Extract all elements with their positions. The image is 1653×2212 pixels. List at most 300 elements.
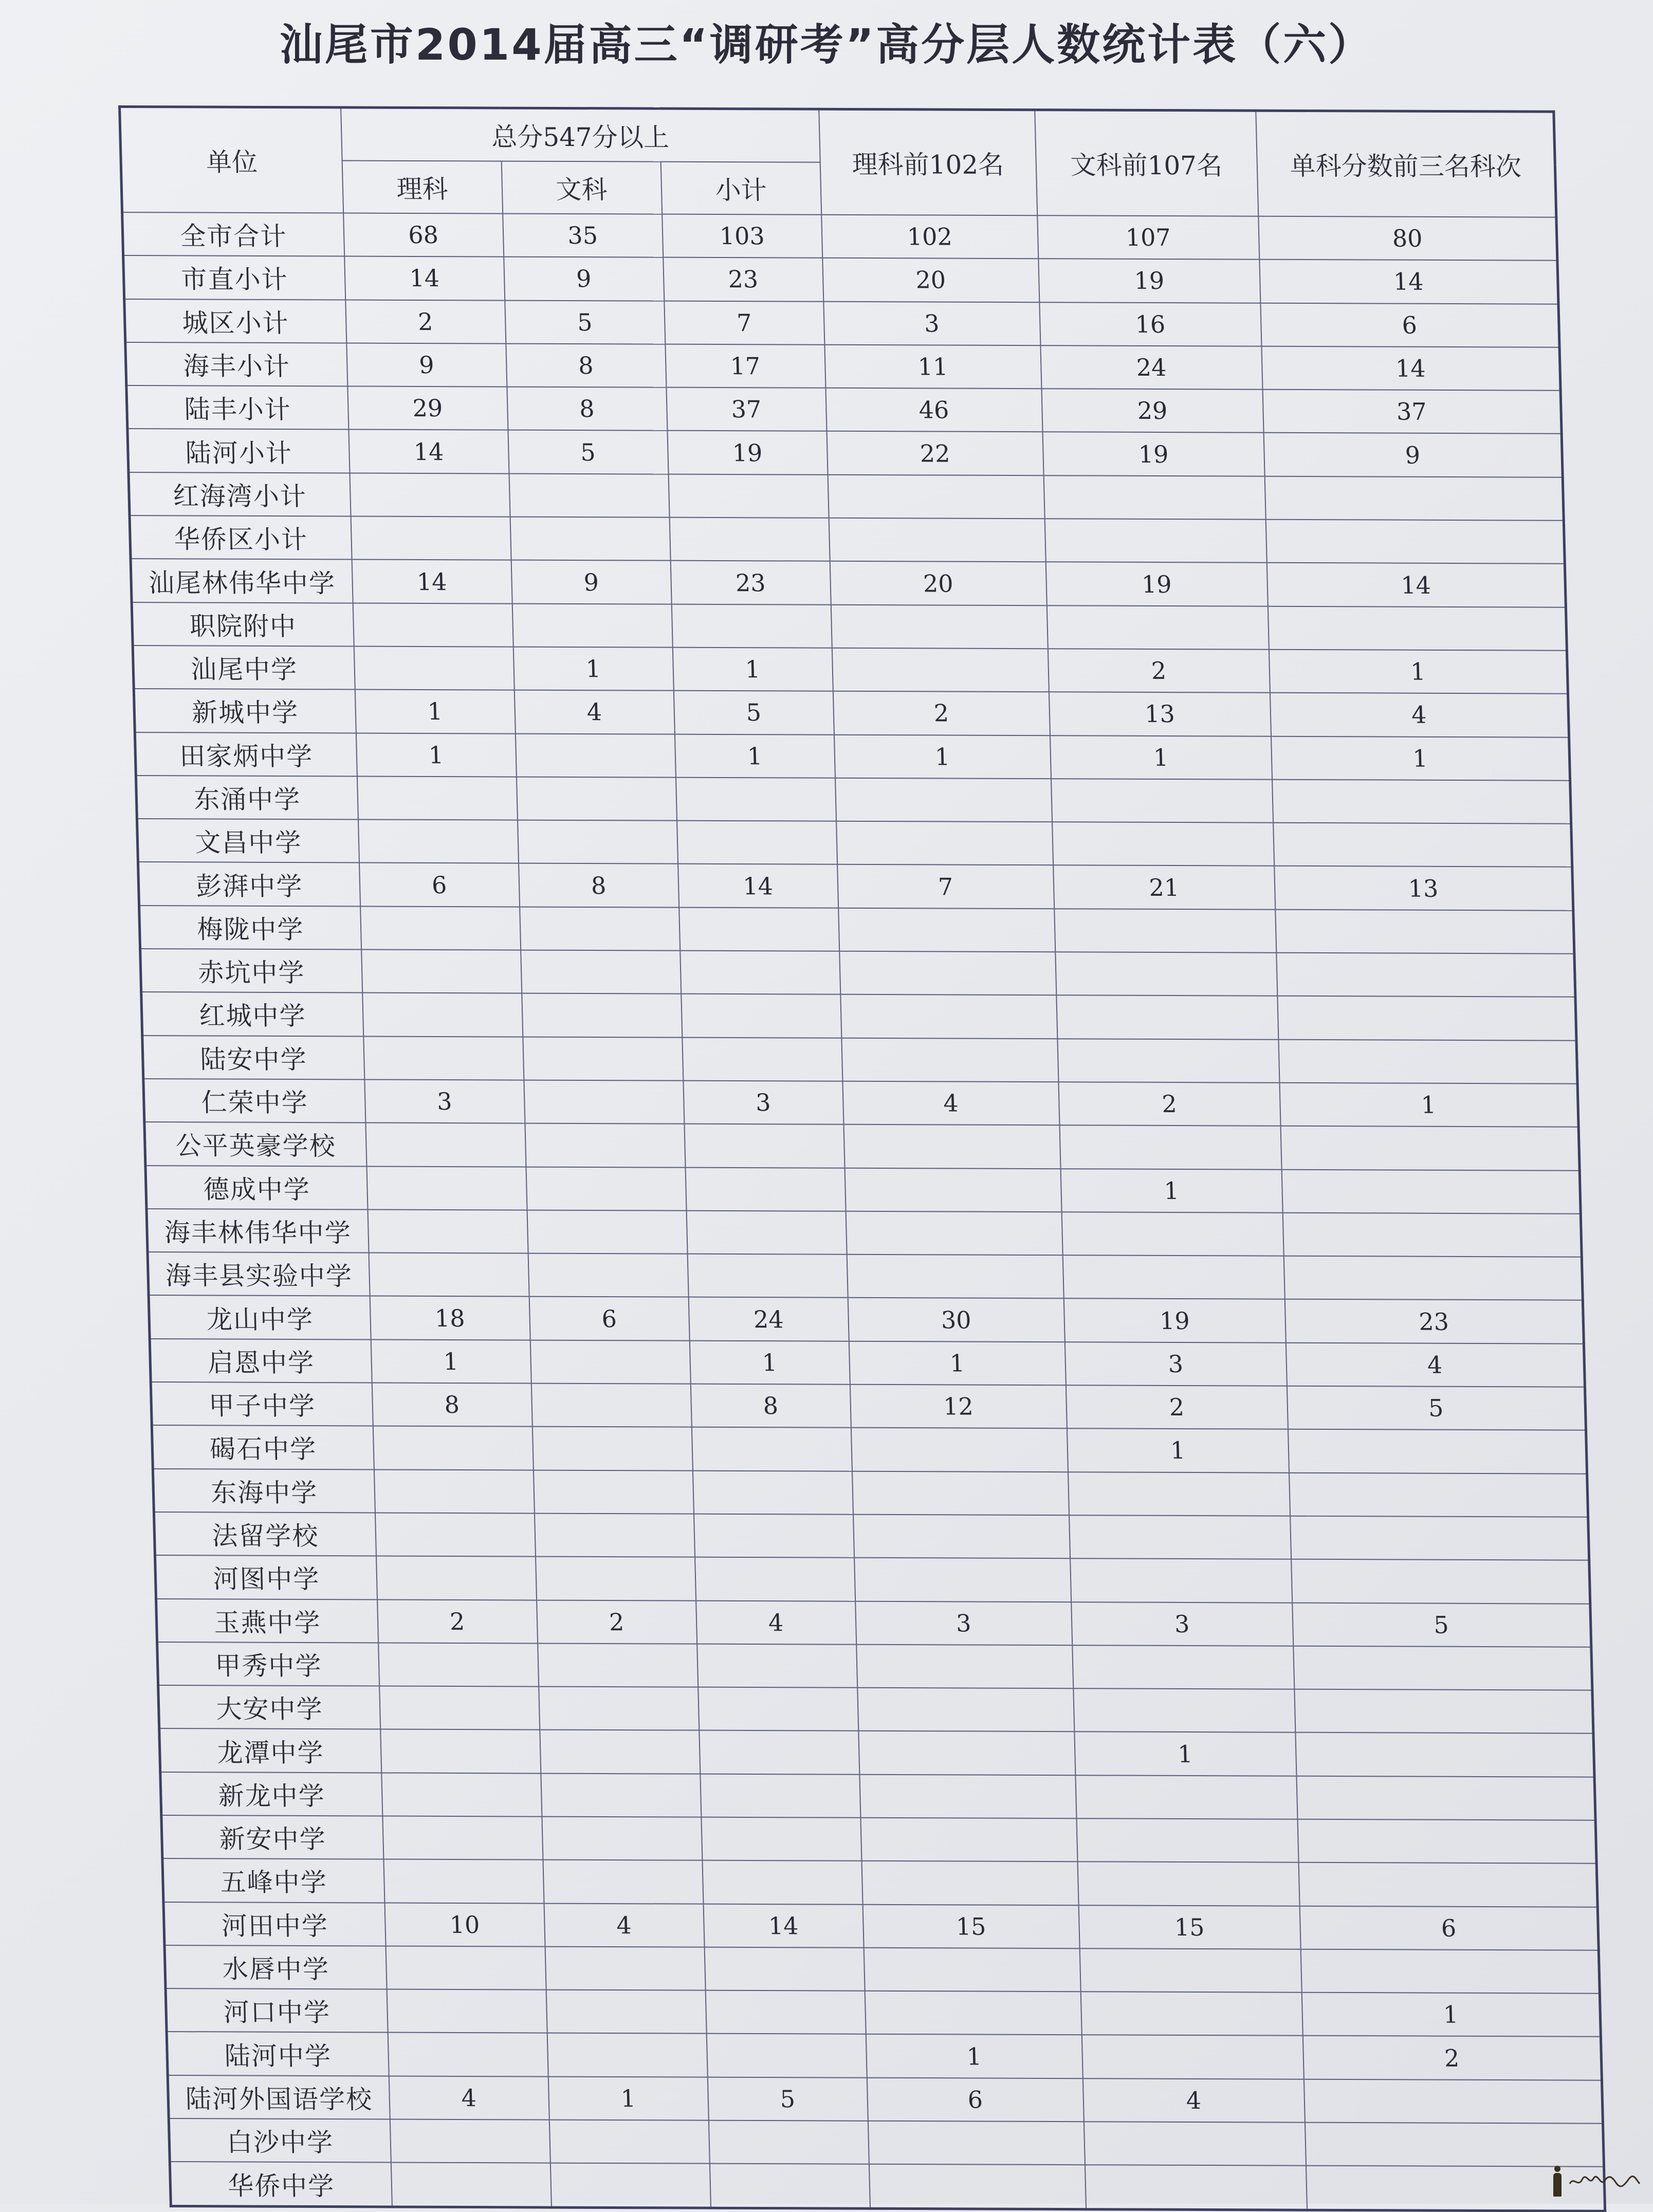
cell-arts: [540, 1730, 700, 1774]
cell-single-top3: 6: [1260, 303, 1559, 347]
cell-single-top3: 14: [1259, 260, 1558, 304]
cell-single-top3: 1: [1271, 736, 1570, 780]
cell-science: 2: [377, 1599, 538, 1643]
cell-single-top3: [1290, 1516, 1589, 1560]
cell-subtotal: [699, 1730, 859, 1774]
cell-subtotal: 3: [683, 1081, 843, 1125]
cell-unit: 田家炳中学: [135, 732, 357, 777]
cell-single-top3: [1264, 476, 1564, 520]
cell-science-top: [853, 1515, 1070, 1559]
cell-unit: 华侨中学: [170, 2162, 392, 2206]
cell-arts-top: 3: [1064, 1342, 1287, 1386]
cell-arts: [516, 777, 676, 820]
cell-arts: [515, 733, 675, 777]
header-science: 理科: [342, 161, 503, 214]
signature-logo-icon: [1569, 2173, 1641, 2189]
cell-science: [360, 906, 521, 950]
table-row: [168, 2075, 1603, 2124]
cell-single-top3: 80: [1258, 216, 1557, 261]
cell-unit: 全市合计: [122, 212, 344, 256]
cell-subtotal: 14: [678, 864, 838, 908]
cell-science: 29: [347, 386, 508, 430]
cell-single-top3: [1298, 1863, 1597, 1907]
cell-unit: 陆河外国语学校: [168, 2075, 390, 2119]
cell-science: [357, 776, 517, 820]
table-row: [138, 862, 1573, 910]
cell-science-top: [864, 1948, 1080, 1992]
cell-science: [380, 1729, 541, 1773]
cell-single-top3: 1: [1301, 1993, 1601, 2037]
header-single-top3: 单科分数前三名科次: [1256, 110, 1556, 217]
table-row: [151, 1382, 1586, 1430]
cell-arts-top: [1070, 1558, 1292, 1602]
cell-arts: [543, 1860, 703, 1904]
header-subtotal: 小计: [660, 162, 821, 215]
cell-arts: 6: [529, 1297, 689, 1340]
cell-science-top: [868, 2121, 1085, 2165]
table-row: [158, 1685, 1593, 1734]
cell-science: [353, 603, 513, 647]
cell-subtotal: 37: [666, 388, 826, 431]
cell-unit: 陆安中学: [142, 1036, 364, 1080]
cell-unit: 碣石中学: [152, 1425, 374, 1469]
table-row: [137, 819, 1572, 867]
cell-single-top3: [1277, 996, 1576, 1040]
cell-unit: 玉燕中学: [156, 1598, 378, 1643]
cell-subtotal: [682, 1037, 842, 1081]
cell-arts: 8: [519, 863, 679, 907]
cell-science-top: 46: [825, 388, 1042, 432]
cell-science: 14: [352, 560, 512, 603]
cell-unit: 水唇中学: [164, 1945, 387, 1989]
statistics-table-wrapper: [118, 105, 1603, 2201]
table-row: [131, 559, 1566, 607]
cell-arts: [530, 1340, 690, 1384]
cell-subtotal: 7: [664, 301, 824, 344]
cell-science-top: [860, 1818, 1077, 1862]
table-row: [134, 689, 1569, 737]
cell-single-top3: 9: [1263, 433, 1563, 477]
cell-single-top3: [1289, 1472, 1588, 1517]
cell-arts-top: [1080, 1992, 1302, 2036]
cell-arts: [512, 603, 672, 647]
cell-subtotal: [695, 1557, 855, 1601]
cell-arts: [524, 1080, 684, 1124]
cell-science-top: 4: [842, 1081, 1059, 1126]
table-row: [122, 212, 1557, 261]
cell-science-top: [852, 1471, 1069, 1515]
cell-unit: 汕尾中学: [133, 646, 355, 690]
cell-arts-top: [1076, 1818, 1298, 1863]
cell-unit: 新龙中学: [160, 1772, 382, 1816]
cell-unit: 红海湾小计: [128, 472, 351, 517]
cell-arts-top: 29: [1041, 389, 1263, 433]
table-header: [120, 107, 1556, 217]
cell-science-top: [851, 1428, 1068, 1472]
cell-science: 1: [355, 690, 515, 733]
table-row: [144, 1122, 1579, 1170]
cell-unit: 新安中学: [161, 1815, 383, 1859]
cell-single-top3: 13: [1274, 866, 1573, 910]
cell-arts: [533, 1470, 693, 1514]
cell-science-top: [839, 951, 1056, 996]
cell-single-top3: 23: [1284, 1299, 1584, 1343]
cell-single-top3: 5: [1287, 1386, 1586, 1430]
cell-science-top: [832, 648, 1049, 692]
cell-science-top: 1: [834, 734, 1051, 779]
cell-single-top3: 1: [1269, 650, 1568, 694]
cell-subtotal: [709, 2164, 870, 2208]
cell-single-top3: [1300, 1949, 1600, 1994]
cell-subtotal: 14: [703, 1904, 864, 1947]
cell-single-top3: [1294, 1689, 1593, 1734]
cell-science: 1: [371, 1339, 531, 1383]
cell-science: [361, 950, 522, 993]
cell-science: [379, 1686, 540, 1730]
cell-science-top: [859, 1774, 1076, 1818]
cell-arts-top: [1083, 2122, 1306, 2166]
table-row: [140, 949, 1575, 997]
cell-single-top3: [1303, 2079, 1603, 2123]
cell-arts: [547, 2033, 707, 2077]
table-row: [167, 2032, 1602, 2080]
cell-single-top3: [1278, 1039, 1577, 1083]
cell-subtotal: 23: [670, 561, 831, 604]
cell-arts: 8: [507, 387, 667, 431]
cell-subtotal: 5: [673, 691, 834, 734]
table-row: [166, 1988, 1601, 2037]
cell-science: [374, 1469, 534, 1513]
cell-subtotal: [691, 1427, 852, 1471]
cell-subtotal: 23: [663, 257, 823, 301]
cell-unit: 汕尾林伟华中学: [131, 559, 353, 603]
cell-subtotal: 19: [667, 431, 828, 474]
cell-unit: 海丰林伟华中学: [146, 1209, 369, 1253]
cell-single-top3: [1268, 606, 1567, 650]
table-row: [124, 299, 1559, 347]
table-row: [132, 602, 1567, 651]
cell-science: 68: [343, 213, 504, 257]
cell-science-top: 3: [855, 1601, 1072, 1645]
cell-arts: [539, 1687, 699, 1730]
cell-single-top3: [1305, 2123, 1604, 2167]
header-arts: 文科: [501, 161, 662, 214]
cell-arts: 2: [537, 1600, 697, 1644]
cell-arts: [520, 907, 680, 950]
cell-arts-top: [1046, 605, 1269, 650]
cell-science-top: [847, 1255, 1063, 1299]
table-row: [162, 1858, 1597, 1907]
statistics-table: [118, 105, 1606, 2212]
cell-science-top: [835, 778, 1052, 822]
table-row: [159, 1728, 1594, 1777]
cell-science: [354, 646, 514, 690]
cell-arts: [550, 2163, 710, 2208]
header-total-group: 总分547分以上: [341, 107, 820, 162]
cell-unit: 红城中学: [141, 992, 363, 1036]
cell-science-top: [844, 1168, 1061, 1212]
cell-science: 14: [348, 430, 509, 473]
cell-arts: [522, 993, 682, 1037]
cell-arts: [526, 1167, 686, 1210]
cell-arts-top: [1069, 1515, 1291, 1559]
cell-arts-top: 19: [1063, 1299, 1285, 1343]
cell-arts-top: [1079, 1948, 1301, 1993]
cell-single-top3: [1288, 1429, 1587, 1473]
cell-subtotal: [697, 1644, 857, 1687]
table-row: [160, 1772, 1595, 1820]
cell-subtotal: [692, 1470, 853, 1514]
table-row: [148, 1252, 1583, 1300]
cell-arts-top: [1068, 1472, 1290, 1516]
table-row: [169, 2118, 1604, 2167]
cell-arts-top: [1073, 1688, 1295, 1732]
cell-arts-top: [1051, 779, 1273, 823]
table-row: [164, 1945, 1600, 1994]
cell-single-top3: 14: [1266, 563, 1566, 607]
cell-arts: [525, 1123, 685, 1167]
cell-arts-top: 19: [1042, 432, 1264, 476]
cell-arts-top: 19: [1045, 562, 1268, 606]
table-row: [139, 906, 1574, 954]
cell-unit: 海丰县实验中学: [148, 1252, 370, 1296]
cell-science: [385, 1946, 546, 1989]
cell-single-top3: [1281, 1169, 1581, 1213]
cell-arts: 9: [511, 560, 671, 604]
cell-single-top3: [1297, 1819, 1596, 1864]
header-unit: 单位: [120, 107, 343, 213]
cell-science-top: [861, 1861, 1078, 1905]
cell-arts: [523, 1037, 683, 1080]
cell-science-top: [836, 821, 1053, 865]
cell-subtotal: [679, 907, 839, 951]
cell-subtotal: [700, 1774, 860, 1817]
cell-arts: [536, 1557, 696, 1600]
cell-single-top3: [1282, 1213, 1582, 1257]
cell-science: 14: [344, 256, 505, 300]
cell-science: [366, 1166, 527, 1210]
cell-arts: 1: [513, 647, 673, 691]
cell-science-top: [840, 994, 1057, 1039]
cell-arts-top: 1: [1050, 735, 1272, 780]
cell-subtotal: 103: [662, 214, 822, 258]
cell-unit: 河口中学: [166, 1988, 388, 2033]
cell-subtotal: [704, 1947, 865, 1991]
cell-arts: [549, 2120, 709, 2164]
cell-arts-top: 24: [1040, 345, 1262, 390]
table-row: [133, 646, 1568, 694]
cell-unit: 河田中学: [163, 1902, 385, 1946]
cell-unit: 华侨区小计: [130, 515, 352, 560]
cell-unit: 法留学校: [154, 1512, 376, 1556]
table-row: [149, 1295, 1584, 1343]
table-row: [155, 1555, 1590, 1603]
cell-subtotal: [706, 2034, 867, 2077]
cell-arts: [538, 1643, 698, 1687]
cell-science: [369, 1253, 529, 1297]
cell-subtotal: [693, 1514, 854, 1558]
cell-science-top: 6: [867, 2077, 1083, 2122]
cell-subtotal: [686, 1210, 847, 1254]
cell-science: [383, 1859, 544, 1903]
cell-science-top: 20: [822, 258, 1039, 302]
table-row: [130, 515, 1565, 564]
cell-single-top3: [1293, 1646, 1592, 1690]
cell-unit: 东涌中学: [136, 776, 358, 820]
standing-figure-icon: [1550, 2166, 1565, 2197]
cell-unit: 彭湃中学: [138, 862, 360, 906]
cell-science: [350, 473, 510, 517]
cell-science-top: [841, 1038, 1058, 1082]
cell-arts: [545, 1946, 705, 1990]
cell-arts-top: 1: [1074, 1732, 1296, 1776]
cell-science-top: 11: [824, 345, 1041, 389]
cell-arts: 1: [548, 2076, 708, 2120]
table-row: [154, 1512, 1589, 1560]
cell-unit: 城区小计: [124, 299, 346, 343]
cell-subtotal: [675, 778, 836, 821]
cell-arts-top: 15: [1078, 1905, 1300, 1949]
cell-arts-top: 1: [1067, 1429, 1289, 1473]
cell-arts-top: 4: [1082, 2078, 1305, 2123]
cell-science-top: 7: [837, 864, 1054, 909]
cell-single-top3: 4: [1285, 1342, 1585, 1387]
cell-unit: 河图中学: [155, 1555, 377, 1599]
cell-single-top3: [1291, 1559, 1590, 1603]
cell-science: [373, 1426, 533, 1470]
cell-arts-top: [1072, 1645, 1294, 1689]
cell-unit: 陆河小计: [127, 429, 350, 473]
cell-unit: 东海中学: [153, 1469, 375, 1513]
table-row: [161, 1815, 1596, 1864]
cell-unit: 仁荣中学: [143, 1079, 365, 1123]
cell-unit: 白沙中学: [169, 2118, 391, 2163]
cell-arts-top: [1085, 2165, 1307, 2210]
cell-subtotal: [681, 994, 841, 1038]
cell-science: 6: [359, 863, 520, 907]
cell-arts: [528, 1254, 688, 1297]
cell-subtotal: 1: [674, 734, 835, 778]
table-body: [122, 212, 1605, 2211]
cell-arts-top: 13: [1049, 692, 1271, 736]
cell-science: [365, 1123, 526, 1167]
header-science-top: 理科前102名: [819, 109, 1037, 215]
cell-arts: [534, 1513, 694, 1557]
cell-arts: 5: [505, 300, 665, 344]
cell-arts: 35: [503, 214, 663, 257]
cell-arts: [532, 1427, 692, 1470]
cell-science-top: 3: [823, 301, 1040, 345]
cell-arts-top: 107: [1037, 215, 1259, 260]
table-row: [135, 732, 1570, 781]
cell-arts-top: 2: [1066, 1385, 1288, 1429]
cell-arts-top: [1056, 996, 1278, 1040]
cell-science: [351, 517, 511, 560]
cell-science-top: 12: [850, 1385, 1067, 1429]
table-row: [142, 1036, 1577, 1084]
cell-unit: 启恩中学: [150, 1339, 372, 1383]
table-row: [157, 1642, 1592, 1690]
cell-arts: [542, 1817, 702, 1860]
cell-science: [387, 1989, 547, 2033]
table-row: [141, 992, 1576, 1040]
cell-science-top: [843, 1125, 1060, 1169]
watermark: [1550, 2166, 1641, 2197]
cell-unit: 龙潭中学: [159, 1728, 381, 1773]
cell-science: [375, 1513, 535, 1556]
cell-arts-top: 1: [1060, 1169, 1282, 1213]
cell-science: [363, 1036, 524, 1080]
cell-science: [388, 2033, 548, 2076]
cell-science: [391, 2163, 551, 2207]
cell-science-top: 102: [821, 215, 1038, 259]
table-row: [156, 1598, 1591, 1647]
cell-arts: [527, 1210, 687, 1254]
cell-science-top: [829, 518, 1045, 562]
table-row: [143, 1079, 1578, 1127]
cell-single-top3: 14: [1261, 346, 1560, 391]
table-row: [146, 1209, 1582, 1257]
cell-subtotal: [668, 474, 829, 518]
cell-science: 2: [345, 300, 506, 343]
table-row: [150, 1339, 1585, 1387]
cell-science: [358, 820, 518, 863]
cell-arts-top: [1062, 1255, 1284, 1299]
cell-unit: 职院附中: [132, 602, 354, 647]
cell-science: 9: [346, 343, 507, 386]
cell-science-top: 1: [866, 2034, 1082, 2078]
cell-unit: 五峰中学: [162, 1858, 384, 1903]
cell-science-top: 1: [849, 1341, 1066, 1385]
cell-arts-top: [1061, 1212, 1283, 1256]
cell-subtotal: 17: [665, 344, 825, 388]
cell-single-top3: [1295, 1732, 1594, 1777]
cell-single-top3: 1: [1279, 1083, 1578, 1127]
cell-single-top3: 5: [1292, 1602, 1591, 1647]
cell-science: [376, 1556, 536, 1600]
cell-single-top3: 4: [1270, 693, 1569, 737]
table-row: [136, 776, 1571, 824]
cell-single-top3: [1280, 1126, 1579, 1170]
cell-arts-top: [1081, 2035, 1303, 2079]
cell-arts-top: [1075, 1775, 1297, 1819]
cell-subtotal: [684, 1124, 844, 1168]
cell-arts: [531, 1384, 691, 1427]
cell-subtotal: [702, 1860, 862, 1904]
cell-science: [390, 2119, 550, 2163]
cell-unit: 文昌中学: [137, 819, 359, 863]
cell-unit: 龙山中学: [149, 1295, 371, 1339]
cell-arts: 4: [544, 1903, 704, 1947]
cell-single-top3: [1296, 1776, 1595, 1820]
cell-science-top: 22: [826, 431, 1043, 475]
cell-science-top: [869, 2164, 1086, 2209]
cell-single-top3: 6: [1299, 1906, 1599, 1950]
cell-single-top3: [1276, 953, 1575, 997]
cell-arts: [521, 950, 681, 994]
cell-subtotal: [680, 951, 840, 994]
cell-arts: [517, 820, 677, 864]
cell-subtotal: 1: [689, 1340, 850, 1384]
cell-single-top3: [1265, 520, 1565, 564]
cell-arts: [510, 517, 670, 561]
table-row: [123, 255, 1558, 304]
cell-science-top: [865, 1991, 1081, 2035]
cell-science: [362, 993, 523, 1037]
table-row: [153, 1469, 1588, 1517]
cell-arts-top: 21: [1053, 865, 1275, 910]
cell-arts-top: 2: [1058, 1082, 1280, 1126]
